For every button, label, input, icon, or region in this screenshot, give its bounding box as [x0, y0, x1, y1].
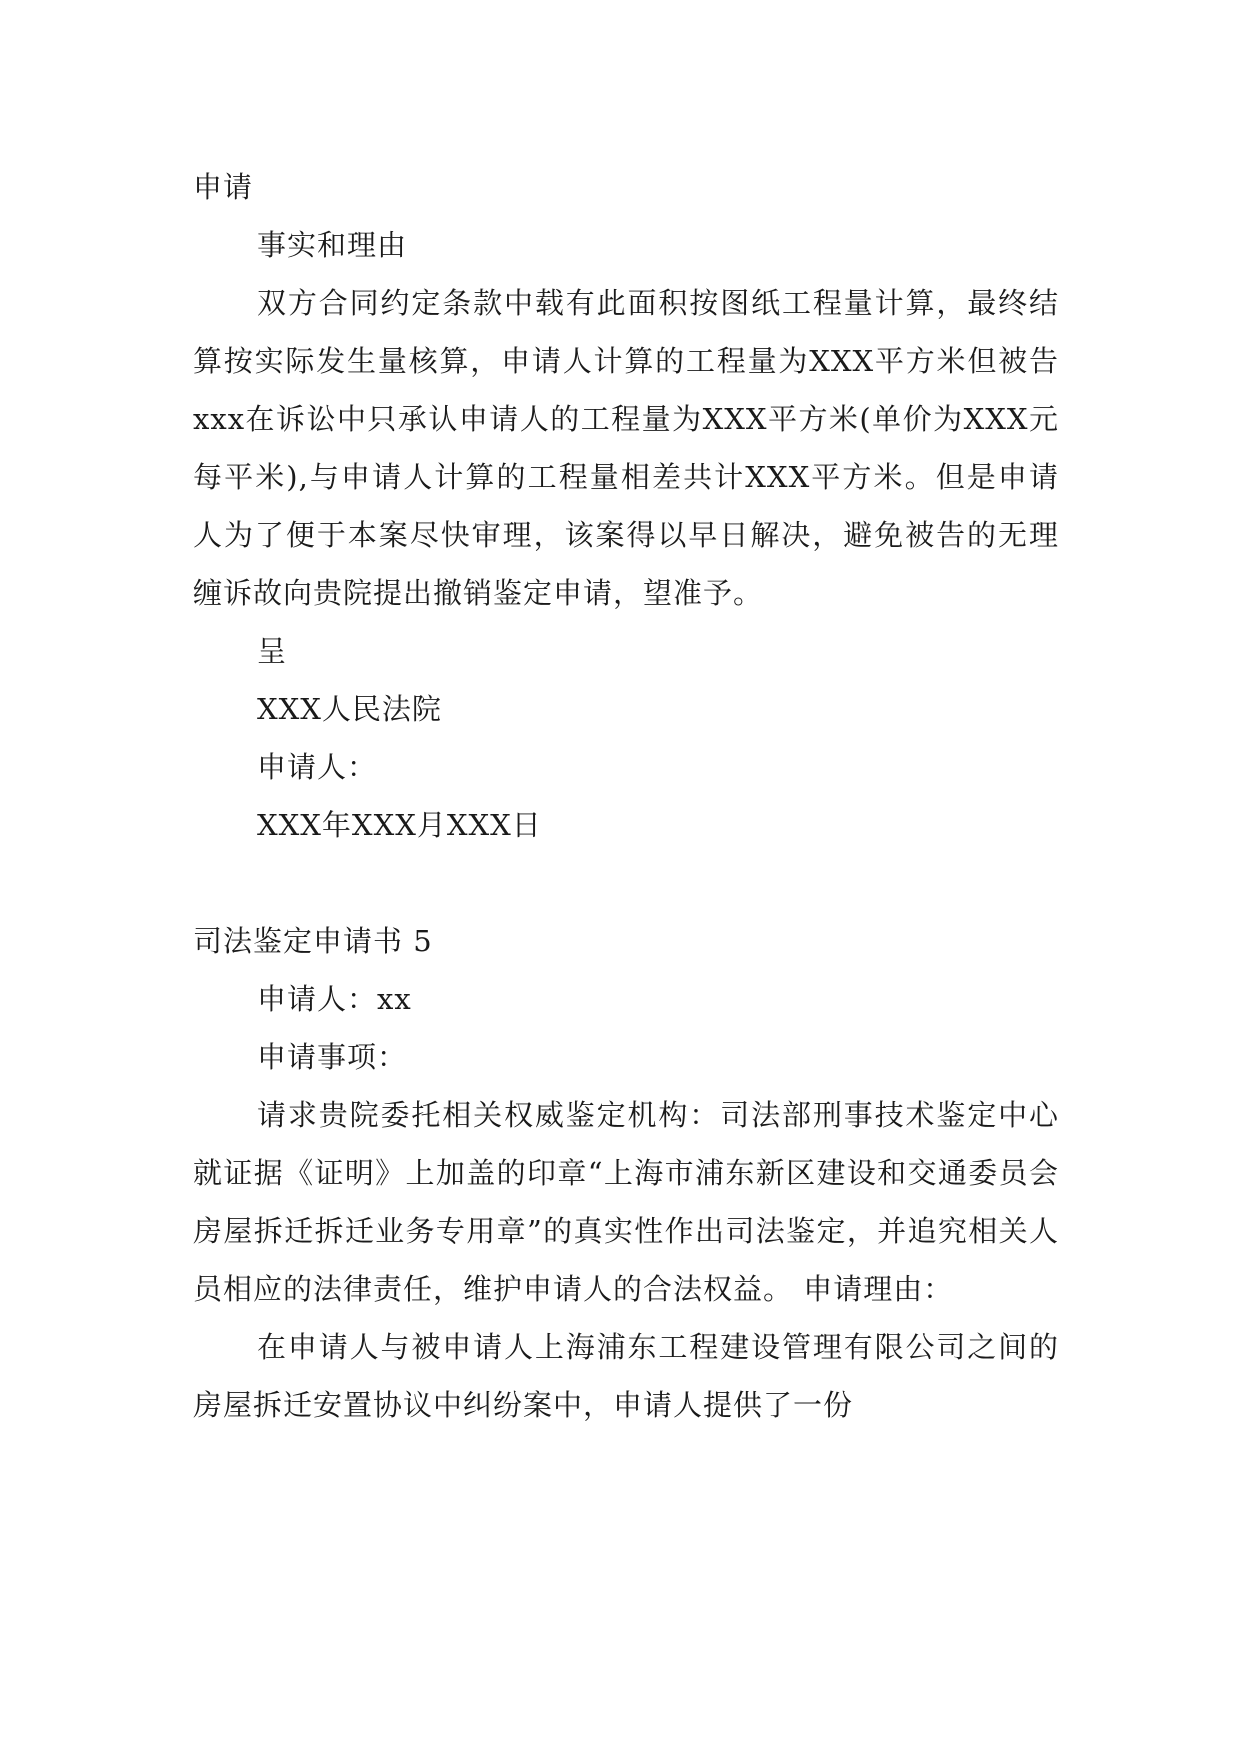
document-body	[193, 158, 1059, 1434]
paragraph-submit-to: 呈	[257, 634, 288, 668]
paragraph-facts-body: 双方合同约定条款中载有此面积按图纸工程量计算，最终结算按实际发生量核算，申请人计算的工程量为XXX平方米但被告xxx在诉讼中只承认申请人的工程量为XXX平方米(单价为XXX元每平米),与申请人计算的工程量相差共计XXX平方米。但是申请人为了便于本案尽快审理，该案得以早日解决，避免被告的无理缠诉故向贵院提出撤销鉴定申请，望准予。	[193, 286, 1059, 610]
paragraph-section-title: 司法鉴定申请书 5	[193, 924, 433, 958]
paragraph-date: XXX年XXX月XXX日	[257, 808, 542, 842]
paragraph-applicant: 申请人：xx	[257, 982, 412, 1016]
paragraph-applicant-signature: 申请人：	[257, 750, 378, 784]
paragraph-heading-shenqing: 申请	[193, 170, 254, 204]
paragraph-reason-body: 在申请人与被申请人上海浦东工程建设管理有限公司之间的房屋拆迁安置协议中纠纷案中，申请人提供了一份	[193, 1330, 1059, 1422]
section-spacer	[193, 854, 1059, 912]
paragraph-court-name: XXX人民法院	[257, 692, 442, 726]
paragraph-request-heading: 申请事项：	[257, 1040, 408, 1074]
paragraph-request-body: 请求贵院委托相关权威鉴定机构：司法部刑事技术鉴定中心就证据《证明》上加盖的印章“上海市浦东新区建设和交通委员会房屋拆迁拆迁业务专用章”的真实性作出司法鉴定，并追究相关人员相应的法律责任，维护申请人的合法权益。 申请理由：	[193, 1098, 1059, 1306]
paragraph-facts-heading: 事实和理由	[257, 228, 408, 262]
